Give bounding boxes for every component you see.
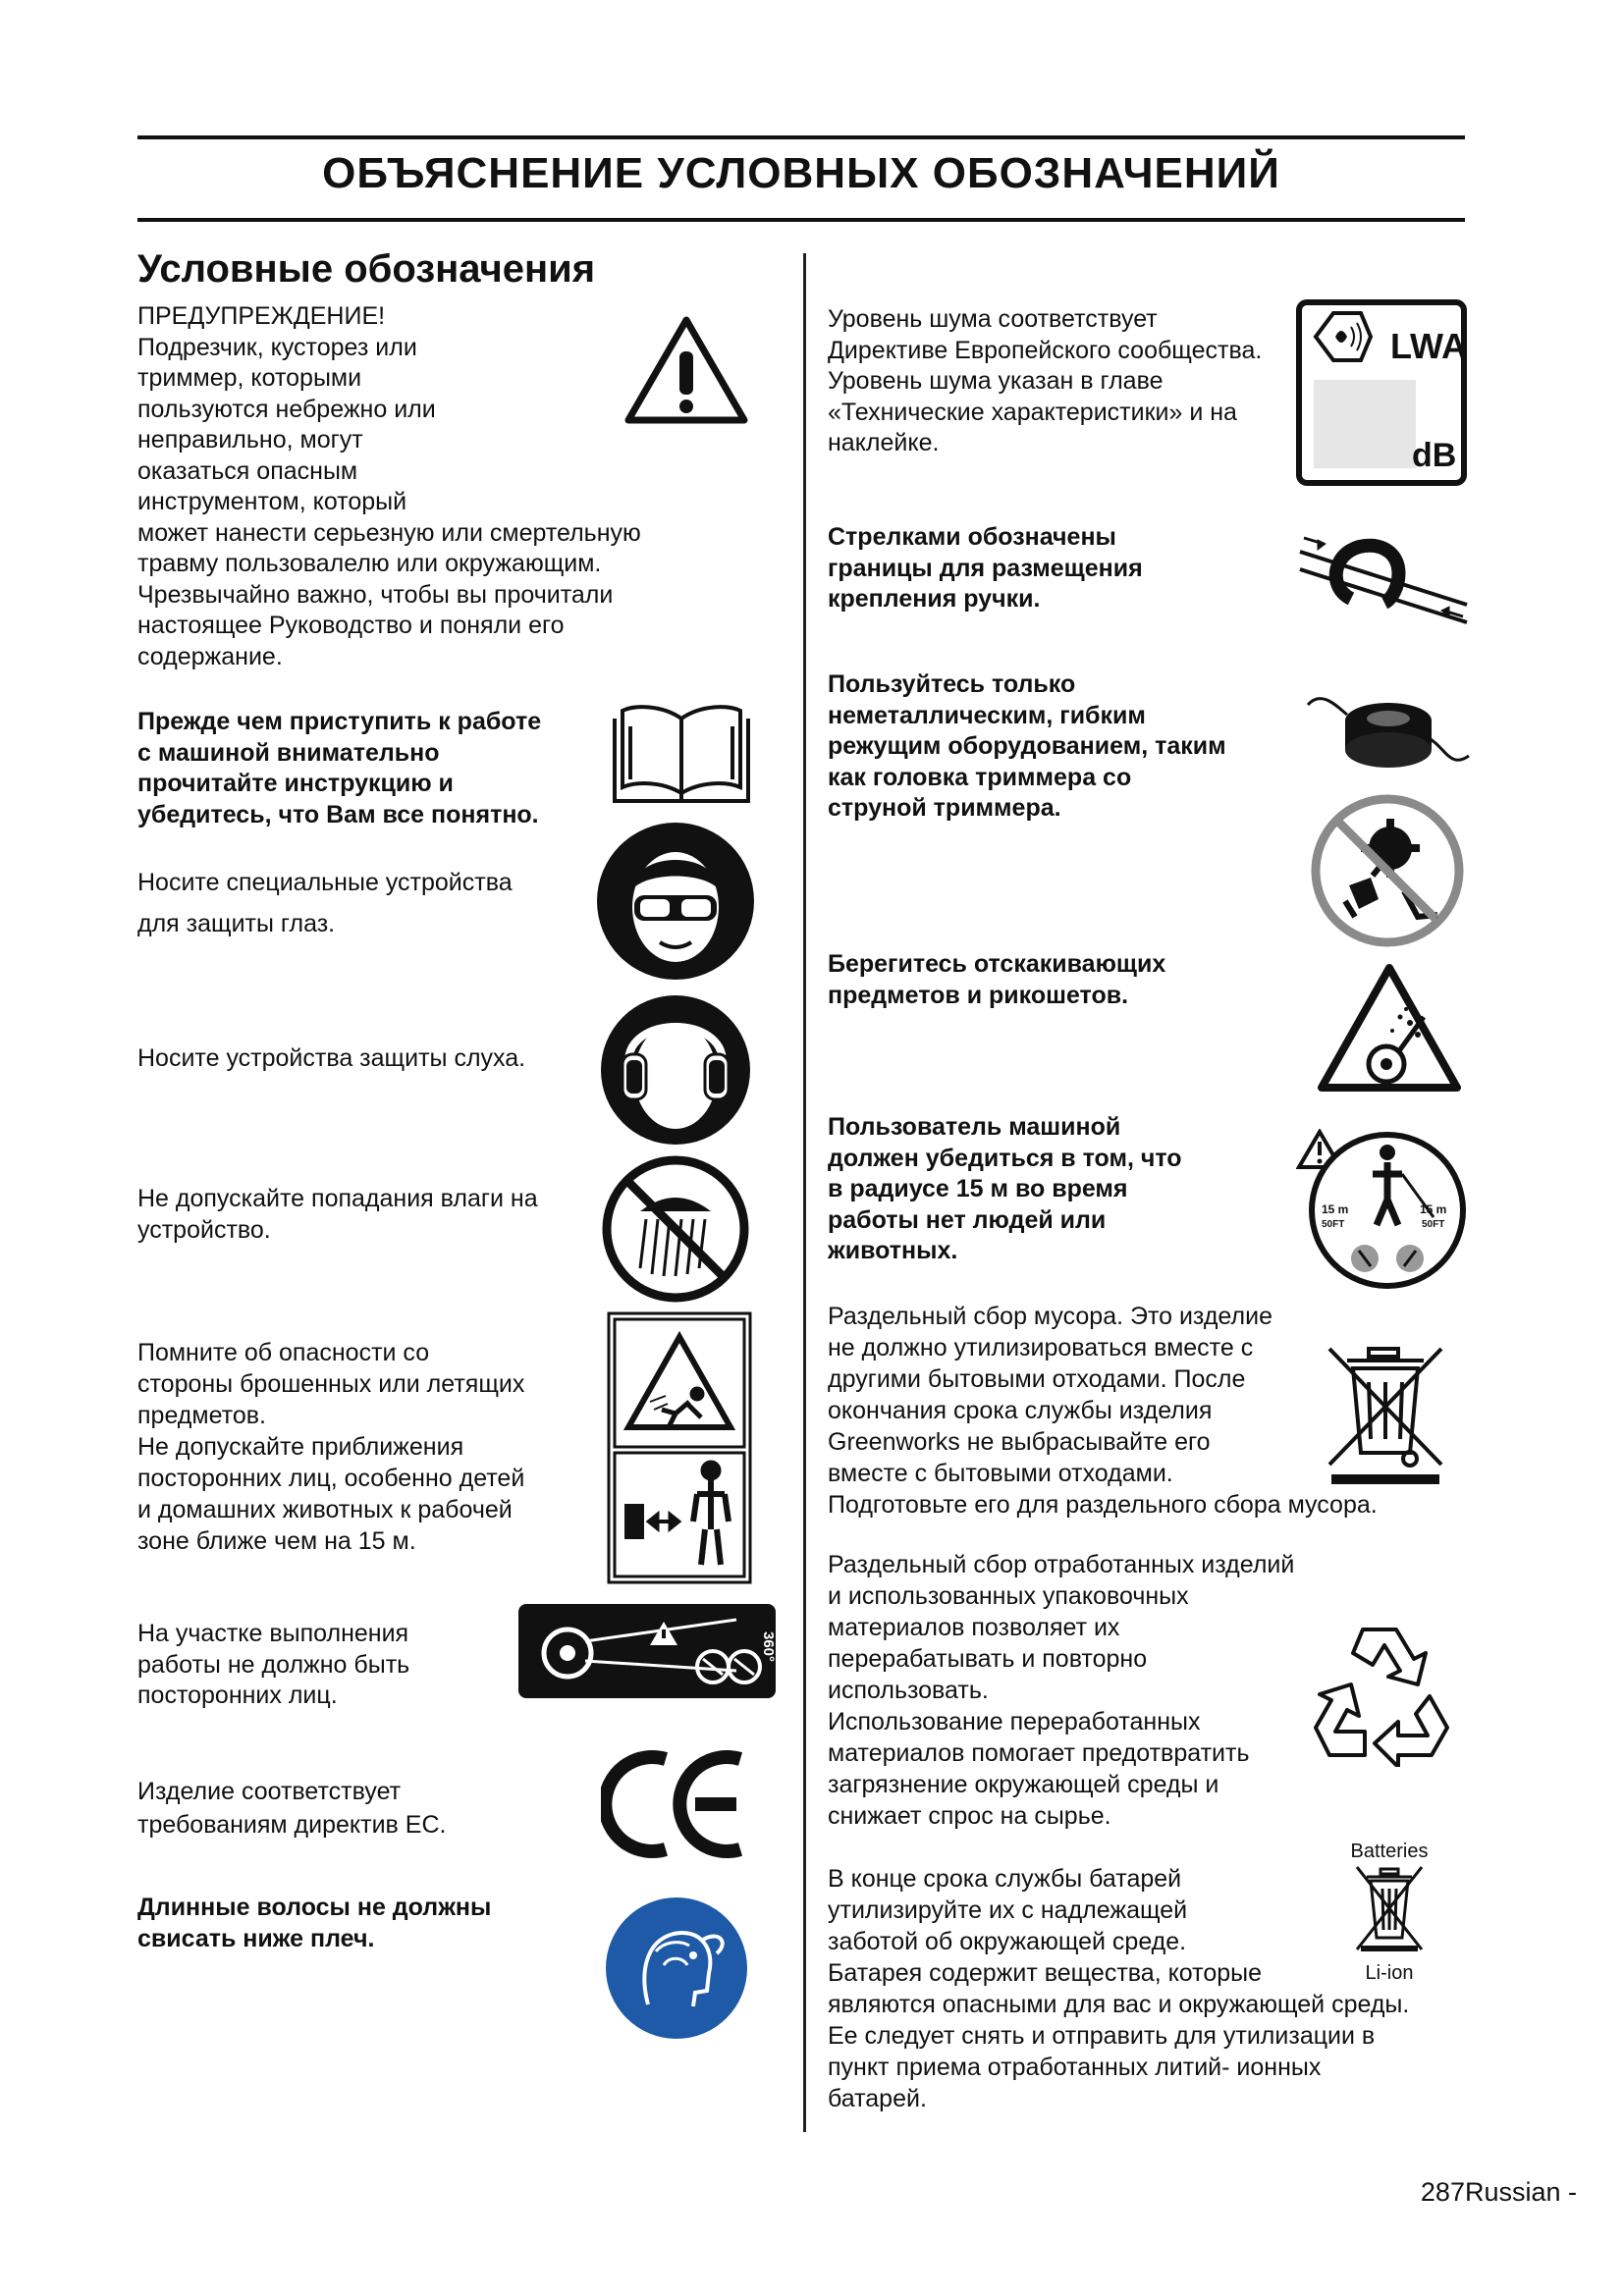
text-line: Ее следует снять и отправить для утилизации в <box>828 2022 1376 2050</box>
text-line: загрязнение окружающей среды и <box>828 1771 1219 1798</box>
text-line: Раздельный сбор мусора. Это изделие <box>828 1303 1272 1330</box>
battery-bottom-label: Li-ion <box>1365 1962 1414 1984</box>
ricochet-text <box>828 949 1165 1011</box>
text-line: Уровень шума соответствует <box>828 305 1158 333</box>
text-line: другими бытовыми отходами. После <box>828 1365 1246 1393</box>
text-line: Берегитесь отскакивающих <box>828 950 1166 978</box>
no-moisture-text <box>137 1184 538 1246</box>
batteries-text <box>828 1863 1409 2114</box>
text-line: не должно утилизироваться вместе с <box>828 1334 1254 1362</box>
radius-text <box>828 1112 1182 1267</box>
text-line: убедитесь, что Вам все понятно. <box>137 800 539 828</box>
text-line: оказаться опасным <box>137 456 358 485</box>
page-number: 287Russian - <box>1420 2177 1577 2207</box>
text-line: батарей. <box>828 2085 927 2112</box>
nonmetal-text <box>828 669 1226 825</box>
text-line: Не допускайте попадания влаги на <box>137 1185 538 1212</box>
text-line: наклейке. <box>828 429 940 456</box>
ce-mark-icon <box>601 1747 748 1861</box>
noise-level-icon <box>1296 299 1467 486</box>
text-line: неправильно, могут <box>137 426 363 454</box>
text-line: инструментом, который <box>137 488 407 515</box>
read-manual-text <box>137 707 541 830</box>
hearing-protection-text <box>137 1043 525 1075</box>
text-line: струной триммера. <box>828 794 1061 822</box>
text-line: Уровень шума указан в главе <box>828 367 1164 395</box>
warning-triangle-icon <box>623 314 750 427</box>
no-metal-blade-icon <box>1310 793 1465 948</box>
text-line: посторонних лиц. <box>137 1682 338 1709</box>
text-line: ПРЕДУПРЕЖДЕНИЕ! <box>137 302 386 330</box>
radius-left-label: 15 m <box>1322 1202 1349 1216</box>
text-line: Не допускайте приближения <box>137 1433 464 1461</box>
text-line: и домашних животных к рабочей <box>137 1496 513 1523</box>
text-line: Раздельный сбор отработанных изделий <box>828 1551 1295 1578</box>
battery-top-label: Batteries <box>1350 1841 1429 1862</box>
text-line: вместе с бытовыми отходами. <box>828 1460 1173 1487</box>
text-line: предметов и рикошетов. <box>828 981 1129 1009</box>
text-line: может нанести серьезную или смертельную <box>137 518 641 547</box>
text-line: Помните об опасности со <box>137 1339 430 1366</box>
text-line: прочитайте инструкцию и <box>137 770 454 797</box>
text-line: Пользуйтесь только <box>828 670 1076 698</box>
text-line: являются опасными для вас и окружающей среды. <box>828 1991 1410 2018</box>
radius-right-ft-label: 50FT <box>1422 1219 1445 1230</box>
text-line: Пользователь машиной <box>828 1113 1121 1141</box>
warning-text <box>137 301 641 672</box>
text-line: устройство. <box>137 1215 271 1244</box>
long-hair-text <box>137 1893 491 1954</box>
text-line: Носите специальные устройства <box>137 869 513 896</box>
text-line: Использование переработанных <box>828 1708 1201 1735</box>
text-line: На участке выполнения <box>137 1620 409 1647</box>
text-line: работы нет людей или <box>828 1205 1107 1234</box>
ricochet-warning-icon <box>1316 962 1463 1094</box>
column-divider <box>803 253 806 2132</box>
text-line: Носите устройства защиты слуха. <box>137 1044 526 1072</box>
text-line: с машиной внимательно <box>137 738 440 767</box>
lwa-label: LWA <box>1390 326 1467 366</box>
text-line: материалов помогает предотвратить <box>828 1739 1250 1767</box>
text-line: требованиям директив ЕС. <box>137 1811 447 1839</box>
text-line: посторонних лиц, особенно детей <box>137 1465 525 1492</box>
hearing-protection-icon <box>599 993 752 1147</box>
text-line: неметаллическим, гибким <box>828 701 1146 729</box>
text-line: Директиве Европейского сообщества. <box>828 336 1263 364</box>
text-line: стороны брошенных или летящих <box>137 1370 525 1398</box>
radius-right-label: 15 m <box>1420 1202 1447 1216</box>
no-bystanders-text <box>137 1619 409 1712</box>
text-line: Прежде чем приступить к работе <box>137 708 542 735</box>
text-line: Подрезчик, кусторез или <box>137 333 417 361</box>
text-line: и использованных упаковочных <box>828 1582 1189 1610</box>
battery-disposal-icon <box>1331 1840 1447 1985</box>
handle-text <box>828 522 1143 615</box>
text-line: травму пользовалелю или окружающим. <box>137 550 602 577</box>
text-line: окончания срока службы изделия <box>828 1397 1213 1424</box>
text-line: границы для размещения <box>828 554 1143 582</box>
text-line: снижает спрос на сырье. <box>828 1802 1111 1830</box>
text-line: заботой об окружающей среде. <box>828 1928 1187 1955</box>
weee-bin-icon <box>1322 1343 1449 1488</box>
section-subtitle: Условные обозначения <box>137 247 596 291</box>
text-line: В конце срока службы батарей <box>828 1865 1182 1893</box>
text-line: предметов. <box>137 1402 266 1429</box>
text-line: Greenworks не выбрасывайте его <box>828 1428 1211 1456</box>
no-bystanders-360-icon <box>516 1602 778 1700</box>
text-line: в радиусе 15 м во время <box>828 1175 1128 1202</box>
waste-text <box>828 1301 1378 1521</box>
text-line: работы не должно быть <box>137 1650 410 1679</box>
radius-left-ft-label: 50FT <box>1322 1219 1345 1230</box>
eye-protection-icon <box>595 821 756 982</box>
text-line: Подготовьте его для раздельного сбора мусора. <box>828 1491 1378 1519</box>
fifteen-meter-radius-icon <box>1308 1131 1467 1290</box>
open-book-icon <box>611 697 752 807</box>
text-line: пользуются небрежно или <box>137 395 436 423</box>
degree-label: 360° <box>760 1631 777 1663</box>
ce-text <box>137 1775 446 1842</box>
text-line: утилизируйте их с надлежащей <box>828 1896 1188 1924</box>
text-line: материалов позволяет их <box>828 1614 1120 1641</box>
text-line: Чрезвычайно важно, чтобы вы прочитали <box>137 580 614 609</box>
text-line: режущим оборудованием, таким <box>828 732 1226 760</box>
text-line: крепления ручки. <box>828 585 1041 613</box>
text-line: содержание. <box>137 642 283 670</box>
db-label: dB <box>1412 437 1457 474</box>
text-line: Изделие соответствует <box>137 1778 402 1805</box>
text-line: «Технические характеристики» и на <box>828 398 1237 426</box>
text-line: настоящее Руководство и поняли его <box>137 612 565 639</box>
text-line: использовать. <box>828 1677 989 1704</box>
recycling-icon <box>1312 1618 1457 1767</box>
eye-protection-text <box>137 862 513 944</box>
page-title: ОБЪЯСНЕНИЕ УСЛОВНЫХ ОБОЗНАЧЕНИЙ <box>322 149 1280 197</box>
text-line: перерабатывать и повторно <box>828 1645 1148 1673</box>
long-hair-icon <box>605 1896 748 2040</box>
text-line: животных. <box>828 1237 958 1264</box>
text-line: триммер, которыми <box>137 364 362 392</box>
thrown-objects-text <box>137 1337 524 1557</box>
title-rule <box>137 218 1465 222</box>
text-line: Длинные волосы не должны <box>137 1894 492 1921</box>
noise-text <box>828 304 1262 459</box>
text-line: должен убедиться в том, что <box>828 1144 1182 1172</box>
thrown-objects-distance-icon <box>607 1311 752 1584</box>
text-line: пункт приема отработанных литий- ионных <box>828 2054 1322 2081</box>
text-line: свисать ниже плеч. <box>137 1924 375 1952</box>
no-rain-icon <box>601 1154 750 1304</box>
text-line: как головка триммера со <box>828 763 1132 791</box>
top-rule <box>137 135 1465 139</box>
trimmer-head-icon <box>1302 687 1473 777</box>
text-line: зоне ближе чем на 15 м. <box>137 1527 416 1555</box>
recycling-text <box>828 1549 1294 1832</box>
handle-position-icon <box>1296 530 1471 632</box>
text-line: для защиты глаз. <box>137 910 336 937</box>
text-line: Стрелками обозначены <box>828 523 1116 551</box>
text-line: Батарея содержит вещества, которые <box>828 1959 1263 1987</box>
